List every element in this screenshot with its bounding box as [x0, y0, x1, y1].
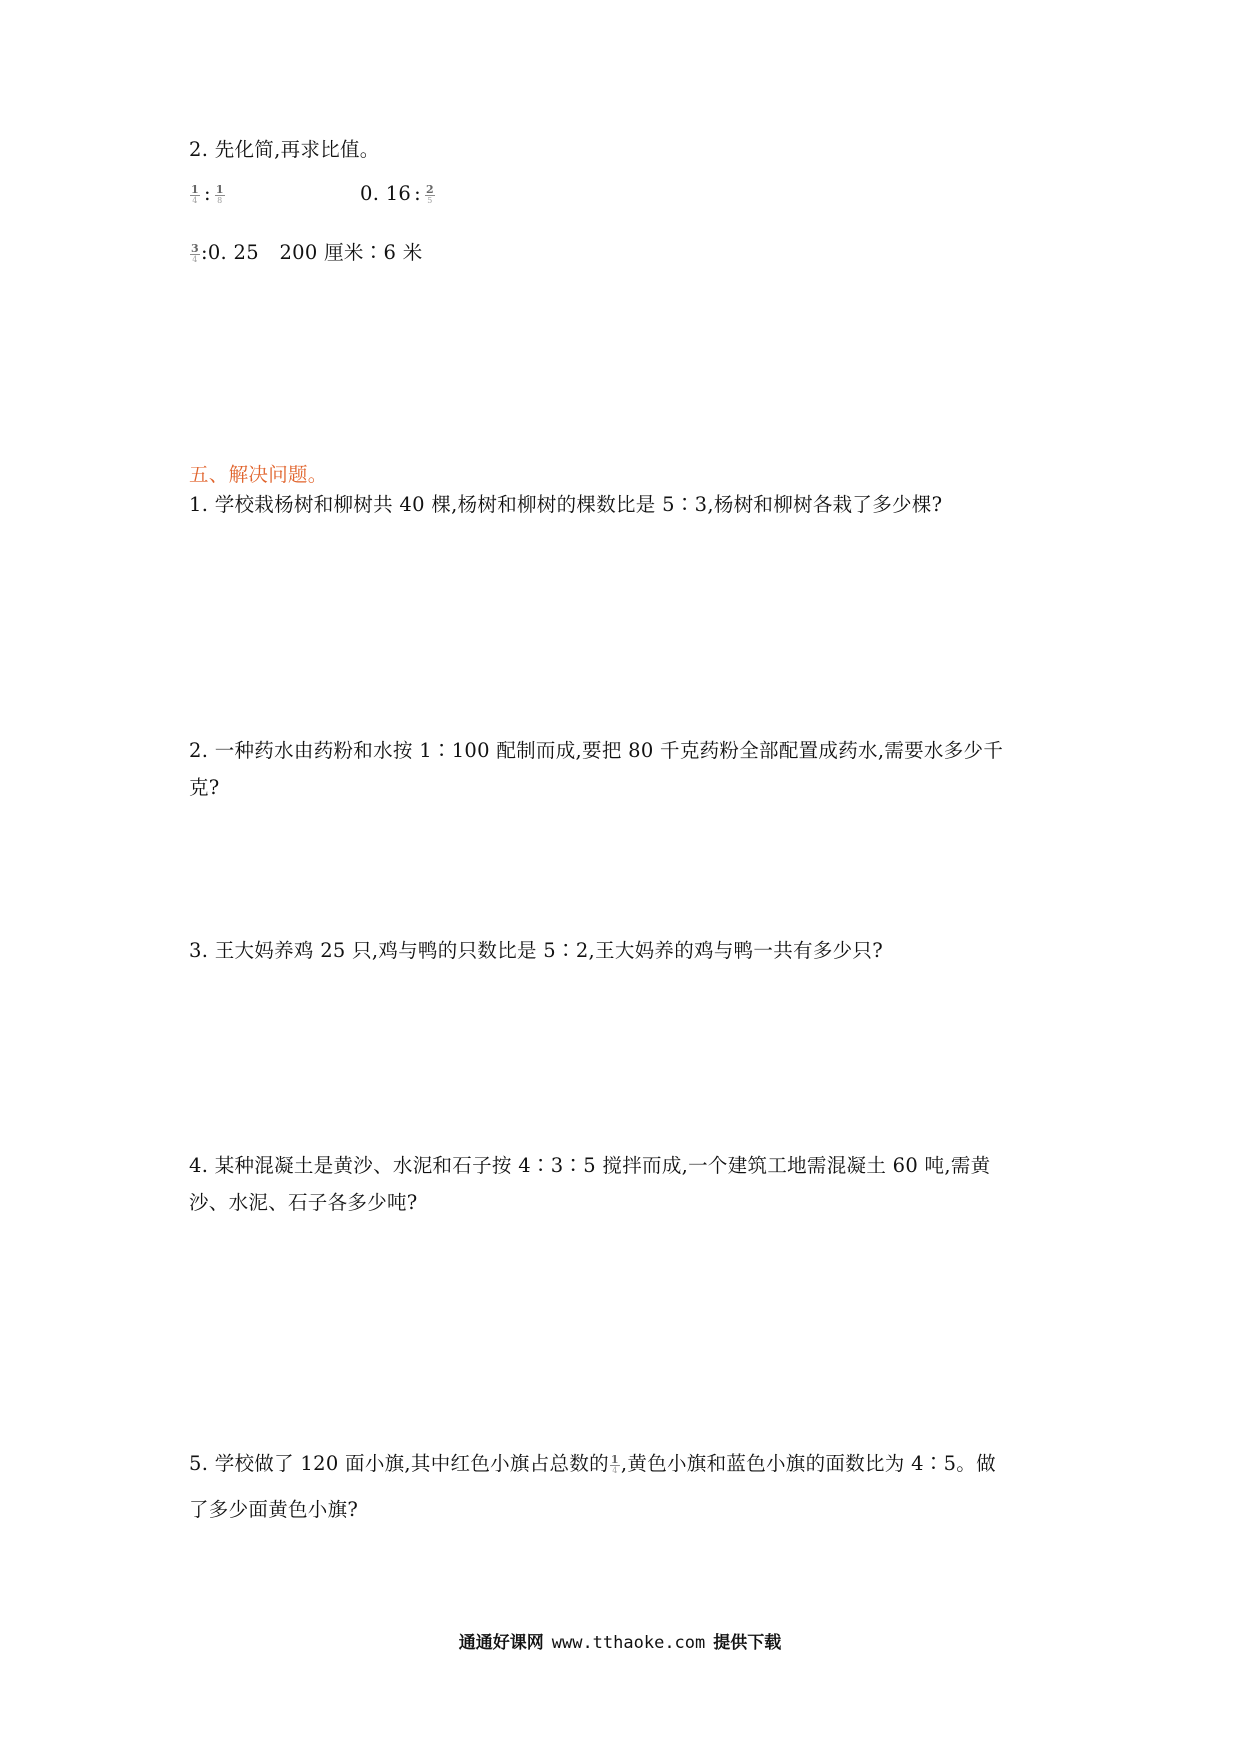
section-title: 五、解决问题。 — [189, 463, 328, 486]
expression-b: 200 厘米∶6 米 — [279, 241, 423, 264]
fraction: $\frac{1}{4}$ — [610, 1453, 619, 1475]
fraction: $\frac{1}{4}$ — [191, 183, 199, 205]
footer-brand: 通通好课网 — [458, 1633, 544, 1653]
question-5-line-2: 了多少面黄色小旗? — [189, 1498, 359, 1521]
question-4-line-2: 沙、水泥、石子各多少吨? — [189, 1191, 418, 1214]
question-5-line-1: 5. 学校做了 120 面小旗,其中红色小旗占总数的 $\frac{1}{4}$ ,黄色小旗和蓝色小旗的面数比为 4∶5。做 — [189, 1452, 996, 1475]
fraction: $\frac{2}{5}$ — [426, 183, 434, 205]
page-footer — [0, 1631, 1240, 1655]
question-4-line-1: 4. 某种混凝土是黄沙、水泥和石子按 4∶3∶5 搅拌而成,一个建筑工地需混凝土 60 吨,需黄 — [189, 1154, 991, 1177]
footer-url[interactable]: www.tthaoke.com — [551, 1633, 706, 1653]
expression-a: $\frac{1}{4}$ : $\frac{1}{8}$ — [191, 182, 224, 205]
question-1: 1. 学校栽杨树和柳树共 40 棵,杨树和柳树的棵数比是 5∶3,杨树和柳树各栽了多少棵? — [189, 493, 943, 516]
fraction: $\frac{3}{4}$ — [191, 242, 199, 264]
expression-b: 0. 16 : $\frac{2}{5}$ — [360, 182, 434, 205]
subquestion-title: 2. 先化简,再求比值。 — [189, 138, 380, 161]
expression-row-1 — [189, 175, 434, 212]
expression-a-rest: :0. 25 — [200, 241, 259, 264]
expression-row-2 — [189, 234, 423, 271]
question-2-line-2: 克? — [189, 776, 220, 799]
question-2-line-1: 2. 一种药水由药粉和水按 1∶100 配制而成,要把 80 千克药粉全部配置成药水,需要水多少千 — [189, 739, 1004, 762]
question-3: 3. 王大妈养鸡 25 只,鸡与鸭的只数比是 5∶2,王大妈养的鸡与鸭一共有多少只? — [189, 939, 883, 962]
fraction: $\frac{1}{8}$ — [215, 183, 224, 205]
footer-tail: 提供下载 — [713, 1633, 782, 1653]
